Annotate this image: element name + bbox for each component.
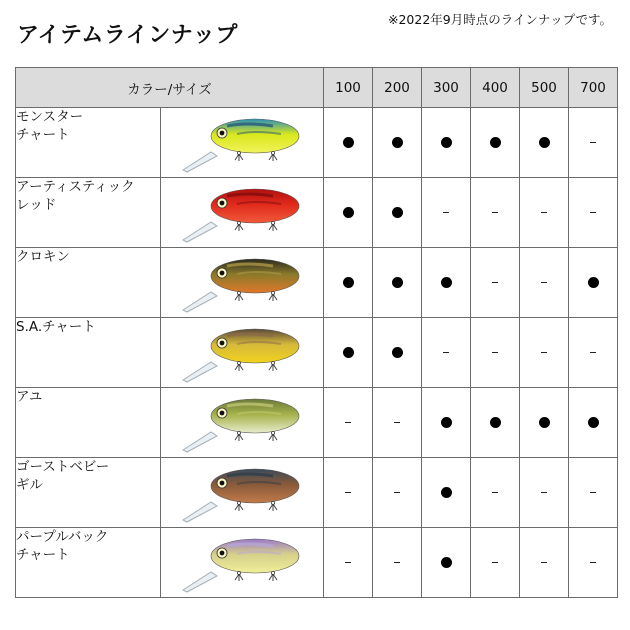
lineup-date-note: ※2022年9月時点のラインナップです。 [388, 12, 612, 27]
availability-cell-700 [569, 108, 618, 178]
header-size-200: 200 [373, 68, 422, 108]
availability-cell-200 [373, 388, 422, 458]
lure-image [177, 532, 307, 594]
color-name: ゴーストベビー ギル [16, 459, 110, 493]
unavailable-dash [345, 492, 351, 494]
lure-image-cell [161, 108, 324, 178]
table-row [16, 248, 618, 318]
availability-cell-500 [520, 458, 569, 528]
availability-cell-300 [422, 108, 471, 178]
table-row [16, 388, 618, 458]
color-name-cell [16, 528, 161, 598]
color-name-cell [16, 318, 161, 388]
availability-cell-300 [422, 458, 471, 528]
header-size-500: 500 [520, 68, 569, 108]
unavailable-dash [541, 352, 547, 354]
lure-image [177, 322, 307, 384]
header-row [16, 68, 618, 108]
header-size-300: 300 [422, 68, 471, 108]
availability-cell-300 [422, 528, 471, 598]
unavailable-dash [492, 492, 498, 494]
unavailable-dash [590, 492, 596, 494]
availability-cell-100 [324, 388, 373, 458]
lure-image-cell [161, 458, 324, 528]
available-dot [441, 487, 452, 498]
availability-cell-400 [471, 178, 520, 248]
availability-cell-700 [569, 248, 618, 318]
color-name: クロキン [16, 249, 70, 265]
unavailable-dash [492, 562, 498, 564]
unavailable-dash [394, 492, 400, 494]
unavailable-dash [590, 562, 596, 564]
unavailable-dash [443, 352, 449, 354]
lure-image [177, 182, 307, 244]
header-size-700: 700 [569, 68, 618, 108]
availability-cell-700 [569, 178, 618, 248]
unavailable-dash [492, 352, 498, 354]
available-dot [441, 137, 452, 148]
lure-image [177, 392, 307, 454]
table-row [16, 318, 618, 388]
availability-cell-300 [422, 178, 471, 248]
unavailable-dash [541, 562, 547, 564]
unavailable-dash [541, 212, 547, 214]
color-name: アユ [16, 389, 43, 405]
lure-image-cell [161, 248, 324, 318]
availability-cell-300 [422, 318, 471, 388]
color-name-cell [16, 248, 161, 318]
unavailable-dash [492, 282, 498, 284]
unavailable-dash [345, 562, 351, 564]
availability-cell-500 [520, 528, 569, 598]
available-dot [441, 557, 452, 568]
availability-cell-200 [373, 108, 422, 178]
color-name-cell [16, 108, 161, 178]
lure-image-cell [161, 318, 324, 388]
unavailable-dash [590, 352, 596, 354]
available-dot [539, 137, 550, 148]
available-dot [441, 417, 452, 428]
available-dot [588, 417, 599, 428]
header-size-100: 100 [324, 68, 373, 108]
table-row [16, 528, 618, 598]
availability-cell-500 [520, 388, 569, 458]
availability-cell-100 [324, 318, 373, 388]
unavailable-dash [590, 142, 596, 144]
table-row [16, 458, 618, 528]
color-name: S.A.チャート [16, 319, 96, 335]
unavailable-dash [492, 212, 498, 214]
unavailable-dash [443, 212, 449, 214]
availability-cell-100 [324, 178, 373, 248]
available-dot [343, 207, 354, 218]
availability-cell-100 [324, 458, 373, 528]
available-dot [392, 347, 403, 358]
page-title: アイテムラインナップ [17, 23, 238, 48]
availability-cell-100 [324, 248, 373, 318]
lure-image [177, 112, 307, 174]
lure-image [177, 252, 307, 314]
availability-cell-700 [569, 458, 618, 528]
unavailable-dash [345, 422, 351, 424]
color-name: モンスター チャート [16, 109, 84, 143]
availability-cell-700 [569, 318, 618, 388]
unavailable-dash [590, 212, 596, 214]
availability-cell-100 [324, 528, 373, 598]
header-color-size: カラー/サイズ [16, 68, 324, 108]
availability-cell-400 [471, 388, 520, 458]
availability-cell-400 [471, 248, 520, 318]
available-dot [343, 137, 354, 148]
lure-image-cell [161, 178, 324, 248]
availability-cell-200 [373, 248, 422, 318]
unavailable-dash [394, 422, 400, 424]
availability-cell-500 [520, 248, 569, 318]
available-dot [588, 277, 599, 288]
availability-cell-500 [520, 178, 569, 248]
lineup-table [15, 67, 618, 598]
available-dot [441, 277, 452, 288]
color-name: アーティスティック レッド [16, 179, 135, 213]
availability-cell-400 [471, 458, 520, 528]
unavailable-dash [541, 282, 547, 284]
available-dot [392, 207, 403, 218]
unavailable-dash [394, 562, 400, 564]
table-row [16, 178, 618, 248]
lure-image-cell [161, 528, 324, 598]
color-name-cell [16, 388, 161, 458]
availability-cell-200 [373, 178, 422, 248]
color-name-cell [16, 178, 161, 248]
available-dot [490, 417, 501, 428]
available-dot [343, 347, 354, 358]
available-dot [392, 137, 403, 148]
availability-cell-400 [471, 318, 520, 388]
available-dot [392, 277, 403, 288]
available-dot [490, 137, 501, 148]
availability-cell-700 [569, 388, 618, 458]
availability-cell-200 [373, 528, 422, 598]
color-name-cell [16, 458, 161, 528]
available-dot [343, 277, 354, 288]
availability-cell-200 [373, 318, 422, 388]
available-dot [539, 417, 550, 428]
availability-cell-700 [569, 528, 618, 598]
availability-cell-300 [422, 388, 471, 458]
availability-cell-100 [324, 108, 373, 178]
availability-cell-200 [373, 458, 422, 528]
lure-image-cell [161, 388, 324, 458]
lure-image [177, 462, 307, 524]
table-row [16, 108, 618, 178]
color-name: パープルバック チャート [16, 529, 109, 563]
availability-cell-400 [471, 528, 520, 598]
availability-cell-400 [471, 108, 520, 178]
unavailable-dash [541, 492, 547, 494]
availability-cell-500 [520, 318, 569, 388]
availability-cell-500 [520, 108, 569, 178]
header-size-400: 400 [471, 68, 520, 108]
availability-cell-300 [422, 248, 471, 318]
